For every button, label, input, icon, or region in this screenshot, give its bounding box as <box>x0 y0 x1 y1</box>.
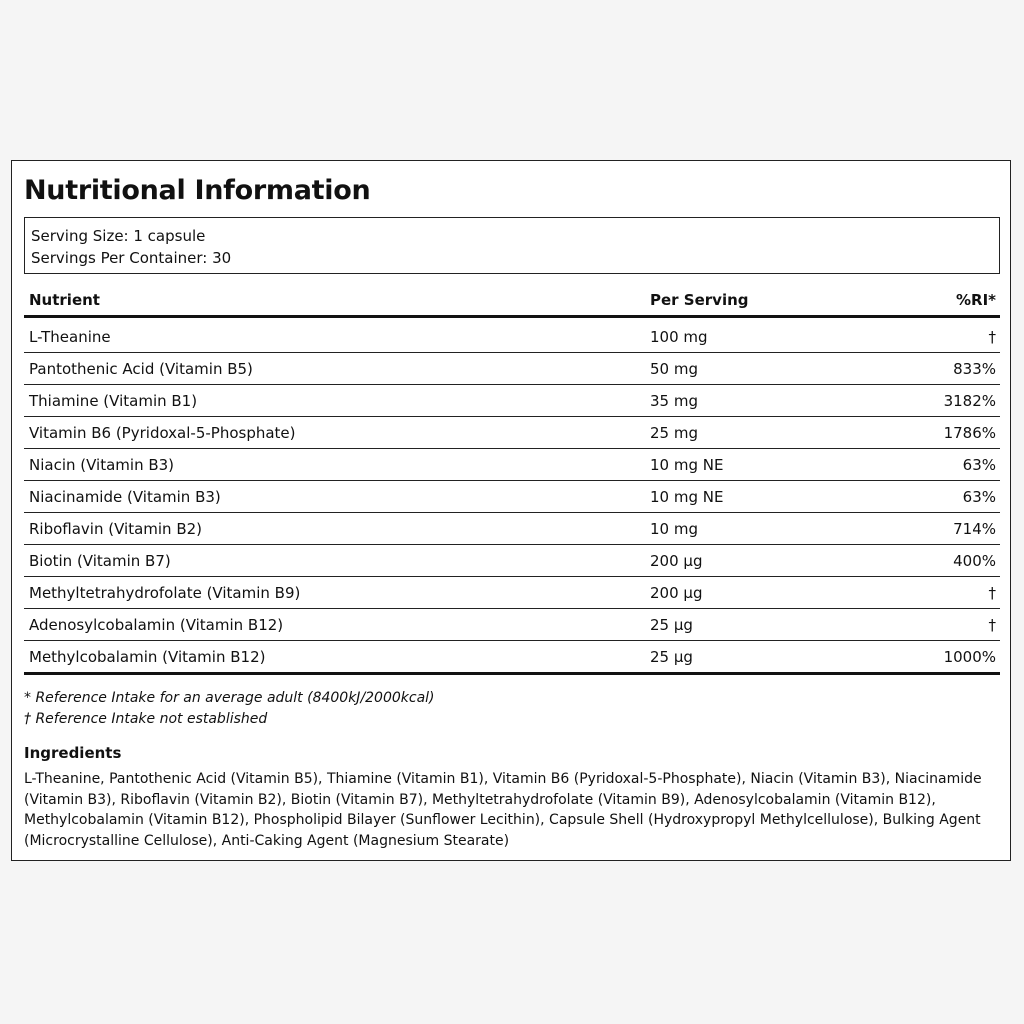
nutrient-ri: † <box>988 583 996 602</box>
nutrient-amount: 25 µg <box>650 647 693 666</box>
table-row <box>24 609 1000 641</box>
nutrient-name: Pantothenic Acid (Vitamin B5) <box>29 359 253 378</box>
nutrient-name: Biotin (Vitamin B7) <box>29 551 171 570</box>
ingredients-heading: Ingredients <box>24 744 122 762</box>
dagger-footnote: † Reference Intake not established <box>24 711 268 727</box>
nutrient-ri: † <box>988 328 996 347</box>
nutrient-ri: 400% <box>953 551 996 570</box>
table-row <box>24 318 1000 353</box>
table-row <box>24 513 1000 545</box>
nutrient-name: L-Theanine <box>29 328 111 347</box>
header-ri: %RI* <box>955 291 996 309</box>
nutrient-amount: 100 mg <box>650 328 708 347</box>
serving-info-box <box>24 217 1000 274</box>
nutrient-name: Methyltetrahydrofolate (Vitamin B9) <box>29 583 301 602</box>
nutrient-name: Niacinamide (Vitamin B3) <box>29 487 221 506</box>
table-row <box>24 385 1000 417</box>
nutrient-amount: 50 mg <box>650 359 698 378</box>
page-title: Nutritional Information <box>24 175 371 206</box>
table-row <box>24 641 1000 675</box>
nutrient-amount: 200 µg <box>650 551 703 570</box>
ingredients-text: L-Theanine, Pantothenic Acid (Vitamin B5), Thiamine (Vitamin B1), Vitamin B6 (Pyridoxal-5-Phosphate), Niacin (Vitamin B3), Niacinamide (Vitamin B3), Riboflavin (Vitamin B2), Biotin (Vitamin B7), Methyltetrahydrofolate (Vitamin B9), Adenosylcobalamin (Vitamin B12), Methylcobalamin (Vitamin B12), Phospholipid Bilayer (Sunflower Lecithin), Capsule Shell (Hydroxypropyl Methylcellulose), Bulking Agent (Microcrystalline Cellulose), Anti-Caking Agent (Magnesium Stearate) <box>24 771 982 849</box>
header-per-serving: Per Serving <box>650 291 749 309</box>
table-row <box>24 353 1000 385</box>
nutrient-amount: 25 mg <box>650 423 698 442</box>
header-nutrient: Nutrient <box>29 291 100 309</box>
nutrient-name: Riboflavin (Vitamin B2) <box>29 519 203 538</box>
nutrient-ri: † <box>988 615 996 634</box>
nutrient-amount: 200 µg <box>650 583 703 602</box>
footnotes <box>24 688 435 730</box>
nutrition-panel <box>11 160 1011 861</box>
table-row <box>24 481 1000 513</box>
nutrient-name: Niacin (Vitamin B3) <box>29 455 175 474</box>
nutrient-table <box>24 285 1000 675</box>
nutrient-name: Adenosylcobalamin (Vitamin B12) <box>29 615 284 634</box>
nutrient-name: Methylcobalamin (Vitamin B12) <box>29 647 266 666</box>
table-row <box>24 449 1000 481</box>
ri-footnote: * Reference Intake for an average adult (8400kJ/2000kcal) <box>24 690 435 706</box>
nutrient-ri: 1786% <box>943 423 996 442</box>
nutrient-amount: 25 µg <box>650 615 693 634</box>
table-row <box>24 577 1000 609</box>
nutrient-name: Vitamin B6 (Pyridoxal-5-Phosphate) <box>29 423 296 442</box>
nutrient-ri: 714% <box>953 519 996 538</box>
servings-per-container: Servings Per Container: 30 <box>31 249 232 267</box>
nutrient-ri: 63% <box>962 487 996 506</box>
serving-size: Serving Size: 1 capsule <box>31 227 206 245</box>
nutrient-ri: 1000% <box>943 647 996 666</box>
nutrient-name: Thiamine (Vitamin B1) <box>29 391 198 410</box>
nutrient-amount: 10 mg NE <box>650 487 724 506</box>
table-row <box>24 417 1000 449</box>
nutrient-amount: 10 mg NE <box>650 455 724 474</box>
nutrient-ri: 833% <box>953 359 996 378</box>
table-row <box>24 545 1000 577</box>
nutrient-amount: 10 mg <box>650 519 698 538</box>
table-header-row <box>24 285 1000 318</box>
nutrient-ri: 63% <box>962 455 996 474</box>
nutrient-amount: 35 mg <box>650 391 698 410</box>
nutrient-ri: 3182% <box>943 391 996 410</box>
